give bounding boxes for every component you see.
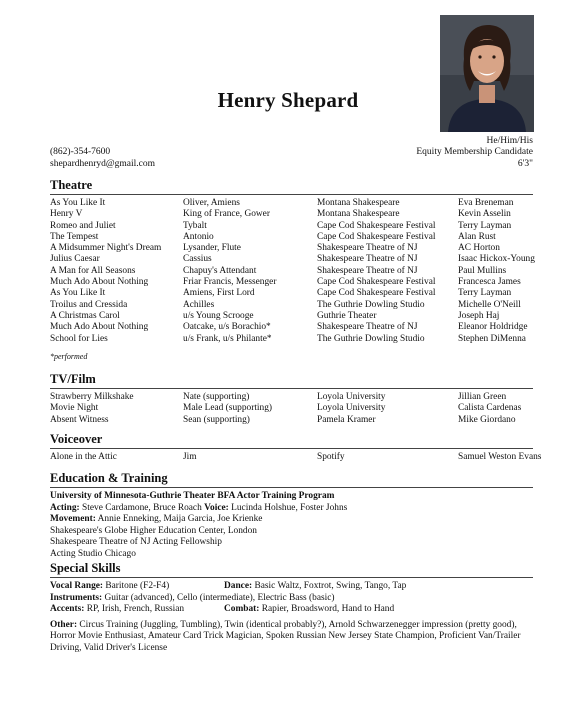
credit-role: Male Lead (supporting): [183, 403, 273, 414]
phone-number: (862)-354-7600: [50, 147, 111, 157]
vocal-label: Vocal Range:: [50, 581, 104, 591]
training-globe: Shakespeare's Globe Higher Education Center, London: [50, 525, 257, 536]
bfa-teachers-movement: [50, 514, 533, 526]
credit-director: Mike Giordano: [458, 414, 516, 425]
vocal-range: Baritone (F2-F4): [105, 581, 170, 591]
credit-director: Francesca James: [458, 277, 521, 288]
combat-skills: Rapier, Broadsword, Hand to Hand: [261, 604, 395, 614]
credit-role: Sean (supporting): [183, 414, 250, 425]
credit-title: As You Like It: [50, 198, 106, 208]
credit-venue: Shakespeare Theatre of NJ: [317, 254, 418, 265]
credit-venue: Cape Cod Shakespeare Festival: [317, 288, 436, 299]
email-address: shepardhenryd@gmail.com: [50, 159, 156, 169]
credit-venue: Cape Cod Shakespeare Festival: [317, 277, 436, 288]
credit-director: Paul Mullins: [458, 265, 507, 276]
instruments: Guitar (advanced), Cello (intermediate), Electric Bass (basic): [104, 592, 335, 603]
credit-row: [50, 403, 533, 414]
credit-role: Lysander, Flute: [183, 243, 241, 254]
credit-role: Chapuy's Attendant: [183, 265, 257, 276]
voiceover-credits: [50, 452, 542, 463]
credit-role: Amiens, First Lord: [183, 288, 255, 299]
dance-styles: Basic Waltz, Foxtrot, Swing, Tango, Tap: [254, 581, 407, 591]
credit-title: A Midsummer Night's Dream: [50, 243, 162, 254]
credit-title: Romeo and Juliet: [50, 220, 116, 231]
section-title-tvfilm: TV/Film: [50, 372, 533, 389]
credit-title: Absent Witness: [50, 414, 109, 425]
tvfilm-section: [50, 372, 533, 426]
credit-row: [50, 266, 533, 277]
credit-director: Jillian Green: [458, 392, 507, 402]
skills-other: [50, 620, 533, 655]
credit-row: [50, 198, 533, 209]
skills-row-instruments: [50, 593, 533, 605]
education-section: [50, 471, 533, 560]
credit-role: Oliver, Amiens: [183, 198, 240, 208]
credit-title: A Christmas Carol: [50, 310, 120, 321]
credit-role: Antonio: [183, 231, 214, 242]
accents-label: Accents:: [50, 604, 85, 614]
credit-row: [50, 322, 533, 333]
credit-title: Movie Night: [50, 403, 99, 414]
credit-venue: Montana Shakespeare: [317, 209, 400, 220]
credit-role: u/s Frank, u/s Philante*: [183, 333, 272, 344]
credit-venue: Loyola University: [317, 403, 386, 414]
credit-row: [50, 392, 533, 403]
credit-director: Kevin Asselin: [458, 209, 511, 220]
credit-venue: Pamela Kramer: [317, 414, 376, 425]
credit-role: u/s Young Scrooge: [183, 310, 254, 321]
acting-label: Acting:: [50, 502, 80, 513]
section-title-education: Education & Training: [50, 471, 533, 488]
credit-title: A Man for All Seasons: [50, 265, 136, 276]
credit-role: King of France, Gower: [183, 209, 270, 220]
credit-role: Achilles: [183, 299, 215, 310]
credit-row: [50, 452, 542, 463]
skills-row-vocal-dance: [50, 581, 533, 593]
dance-label: Dance:: [224, 581, 253, 591]
skills-section: [50, 561, 533, 654]
credit-row: [50, 300, 533, 311]
credit-venue: Cape Cod Shakespeare Festival: [317, 231, 436, 242]
union-status: Equity Membership Candidate: [416, 147, 533, 158]
credit-row: [50, 243, 533, 254]
credit-venue: Guthrie Theater: [317, 310, 377, 321]
voice-label: Voice:: [204, 502, 229, 513]
credit-venue: Shakespeare Theatre of NJ: [317, 322, 418, 333]
combat-label: Combat:: [224, 604, 260, 614]
credit-director: Eva Breneman: [458, 198, 514, 208]
other-label: Other:: [50, 619, 78, 630]
credit-row: [50, 311, 533, 322]
performed-note: *performed: [50, 351, 88, 361]
credit-venue: The Guthrie Dowling Studio: [317, 299, 425, 310]
credit-role: Friar Francis, Messenger: [183, 277, 277, 288]
credit-director: Joseph Haj: [458, 310, 500, 321]
movement-label: Movement:: [50, 514, 96, 524]
skills-row-accents-combat: [50, 604, 533, 616]
credit-title: The Tempest: [50, 231, 99, 242]
credit-role: Nate (supporting): [183, 392, 250, 402]
credit-venue: Shakespeare Theatre of NJ: [317, 243, 418, 254]
credit-title: Alone in the Attic: [50, 452, 117, 462]
credit-title: Henry V: [50, 209, 83, 220]
credit-director: Michelle O'Neill: [458, 299, 521, 310]
education-list: [50, 491, 533, 560]
credit-venue: The Guthrie Dowling Studio: [317, 333, 425, 344]
personal-details: [416, 136, 533, 170]
credit-director: Samuel Weston Evans: [458, 452, 542, 462]
height: 6'3": [517, 158, 533, 169]
credit-venue: Cape Cod Shakespeare Festival: [317, 220, 436, 231]
voice-teachers: Lucinda Holshue, Foster Johns: [231, 502, 348, 513]
pronouns: He/Him/His: [486, 136, 533, 146]
credit-row: [50, 334, 533, 345]
credit-director: AC Horton: [458, 243, 500, 254]
bfa-program: University of Minnesota-Guthrie Theater BFA Actor Training Program: [50, 491, 335, 501]
contact-info: [50, 146, 155, 170]
credit-venue: Loyola University: [317, 392, 386, 402]
acting-teachers: Steve Cardamone, Bruce Roach: [82, 502, 202, 513]
headshot-photo: [440, 15, 534, 132]
credit-title: As You Like It: [50, 288, 106, 299]
section-title-theatre: Theatre: [50, 178, 533, 195]
credit-director: Alan Rust: [458, 231, 496, 242]
credit-role: Cassius: [183, 254, 212, 265]
voiceover-section: [50, 432, 542, 463]
theatre-credits: [50, 198, 533, 345]
credit-title: Much Ado About Nothing: [50, 322, 149, 333]
credit-row: [50, 415, 533, 426]
training-stnj: Shakespeare Theatre of NJ Acting Fellowship: [50, 537, 222, 547]
credit-title: Troilus and Cressida: [50, 299, 128, 310]
credit-director: Eleanor Holdridge: [458, 322, 528, 333]
movement-teachers: Annie Enneking, Maija Garcia, Joe Krienke: [97, 514, 263, 524]
credit-title: Julius Caesar: [50, 254, 100, 265]
credit-venue: Spotify: [317, 452, 345, 462]
credit-title: Much Ado About Nothing: [50, 277, 149, 288]
other-skills: Circus Training (Juggling, Tumbling), Twin (identical probably?), Arnold Schwarzenegger impression (pretty good), Horror Movie Enthusiast, Amateur Card Trick Magician, Spoken Russian New Jersey State Champion, Proficient Van/Trailer Driving, Valid Driver's License: [50, 619, 521, 653]
section-title-voiceover: Voiceover: [50, 432, 533, 449]
credit-role: Jim: [183, 452, 197, 462]
skills-list: [50, 581, 533, 654]
credit-title: Strawberry Milkshake: [50, 392, 134, 402]
actor-name: Henry Shepard: [217, 88, 359, 112]
credit-director: Isaac Hickox-Young: [458, 254, 535, 265]
credit-row: [50, 277, 533, 288]
accents: RP, Irish, French, Russian: [86, 604, 185, 614]
credit-row: [50, 288, 533, 299]
bfa-teachers-acting-voice: [50, 503, 533, 515]
credit-row: [50, 209, 533, 220]
theatre-section: [50, 178, 533, 361]
training-chicago: Acting Studio Chicago: [50, 548, 136, 559]
tvfilm-credits: [50, 392, 533, 426]
credit-director: Stephen DiMenna: [458, 333, 526, 344]
credit-director: Terry Layman: [458, 288, 512, 299]
credit-role: Oatcake, u/s Borachio*: [183, 322, 271, 333]
credit-venue: Shakespeare Theatre of NJ: [317, 265, 418, 276]
credit-role: Tybalt: [183, 220, 207, 231]
credit-row: [50, 221, 533, 232]
credit-row: [50, 232, 533, 243]
credit-title: School for Lies: [50, 333, 108, 344]
instruments-label: Instruments:: [50, 592, 103, 603]
credit-director: Terry Layman: [458, 220, 512, 231]
section-title-skills: Special Skills: [50, 561, 533, 578]
credit-venue: Montana Shakespeare: [317, 198, 400, 208]
credit-row: [50, 254, 533, 265]
credit-director: Calista Cardenas: [458, 403, 522, 414]
